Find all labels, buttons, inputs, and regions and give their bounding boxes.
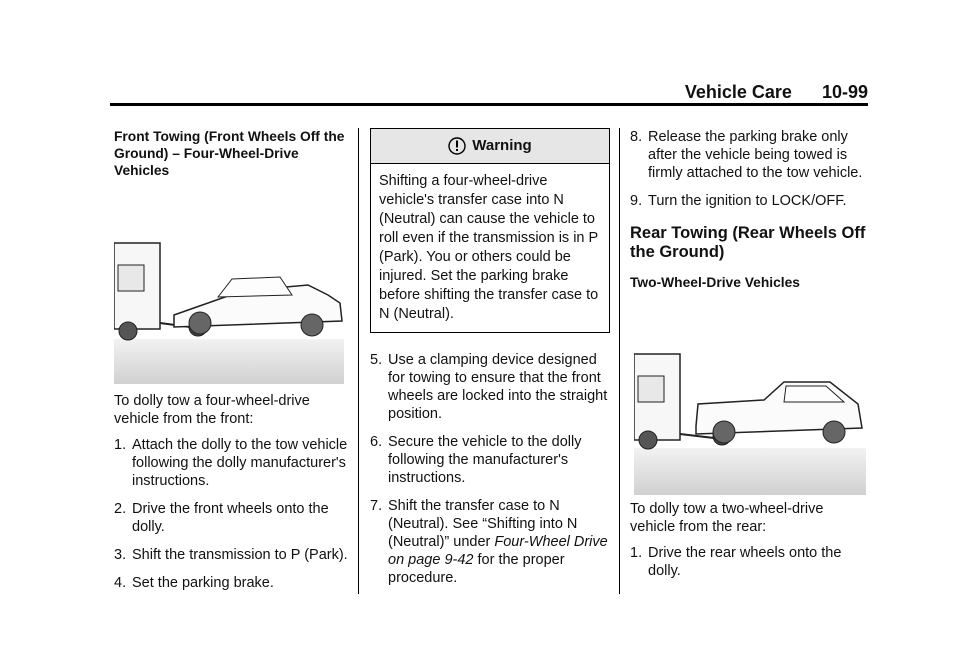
list-item: 7. Shift the transfer case to N (Neutral). See “Shifting into N (Neutral)” under Four-Wheel Drive on page 9-42 for the proper procedure.: [370, 498, 608, 586]
figure-front-towing-dolly: [114, 199, 344, 384]
column-3: [630, 128, 870, 291]
list-item: 1. Drive the rear wheels onto the dolly.: [630, 545, 842, 579]
rear-dolly-steps: [630, 544, 870, 580]
list-item: 8. Release the parking brake only after the vehicle being towed is firmly attached to the tow vehicle.: [630, 129, 863, 181]
list-item: 9. Turn the ignition to LOCK/OFF.: [630, 193, 847, 209]
column-1-lower: [114, 392, 349, 602]
column-divider-1: [358, 128, 359, 594]
list-item: 6. Secure the vehicle to the dolly following the manufacturer's instructions.: [370, 434, 582, 486]
column-2: [370, 128, 610, 597]
page-header: [110, 82, 868, 104]
rear-dolly-intro: To dolly tow a two-wheel-drive vehicle from the rear:: [630, 501, 824, 535]
steps-8-9: [630, 128, 870, 210]
list-item: 3. Shift the transmission to P (Park).: [114, 547, 348, 563]
dolly-tow-rear-illustration: [634, 308, 866, 495]
column-3-lower: [630, 500, 870, 590]
list-item: 1. Attach the dolly to the tow vehicle following the dolly manufacturer's instructions.: [114, 437, 348, 489]
column-divider-2: [619, 128, 620, 594]
section-title: Vehicle Care: [684, 82, 792, 102]
steps-5-7: [370, 351, 610, 587]
warning-triangle-icon: [448, 137, 466, 155]
warning-box: [370, 128, 610, 333]
front-dolly-steps: [114, 436, 349, 592]
list-item: 2. Drive the front wheels onto the dolly.: [114, 501, 329, 535]
two-wheel-drive-subheading: Two-Wheel-Drive Vehicles: [630, 275, 800, 290]
front-towing-heading: Front Towing (Front Wheels Off the Ground) – Four-Wheel-Drive Vehicles: [114, 129, 345, 178]
column-1: [114, 128, 349, 179]
warning-header: [371, 129, 609, 164]
warning-title: Warning: [472, 137, 532, 154]
warning-text: Shifting a four-wheel-drive vehicle's transfer case into N (Neutral) can cause the vehicle to roll even if the transmission is in P (Park). You or others could be injured. Set the parking brake before shifting the transfer case to N (Neutral).: [379, 173, 599, 322]
figure-rear-towing-dolly: [634, 308, 866, 495]
dolly-tow-front-illustration: [114, 199, 344, 384]
page-number: 10-99: [821, 82, 868, 102]
cross-reference-link[interactable]: Four-Wheel Drive on page 9-42: [388, 534, 608, 568]
list-item: 4. Set the parking brake.: [114, 575, 274, 591]
list-item: 5. Use a clamping device designed for towing to ensure that the front wheels are locked into the straight position.: [370, 352, 608, 422]
front-dolly-intro: To dolly tow a four-wheel-drive vehicle from the front:: [114, 393, 310, 427]
header-rule: [110, 103, 868, 106]
rear-towing-heading: Rear Towing (Rear Wheels Off the Ground): [630, 224, 866, 261]
